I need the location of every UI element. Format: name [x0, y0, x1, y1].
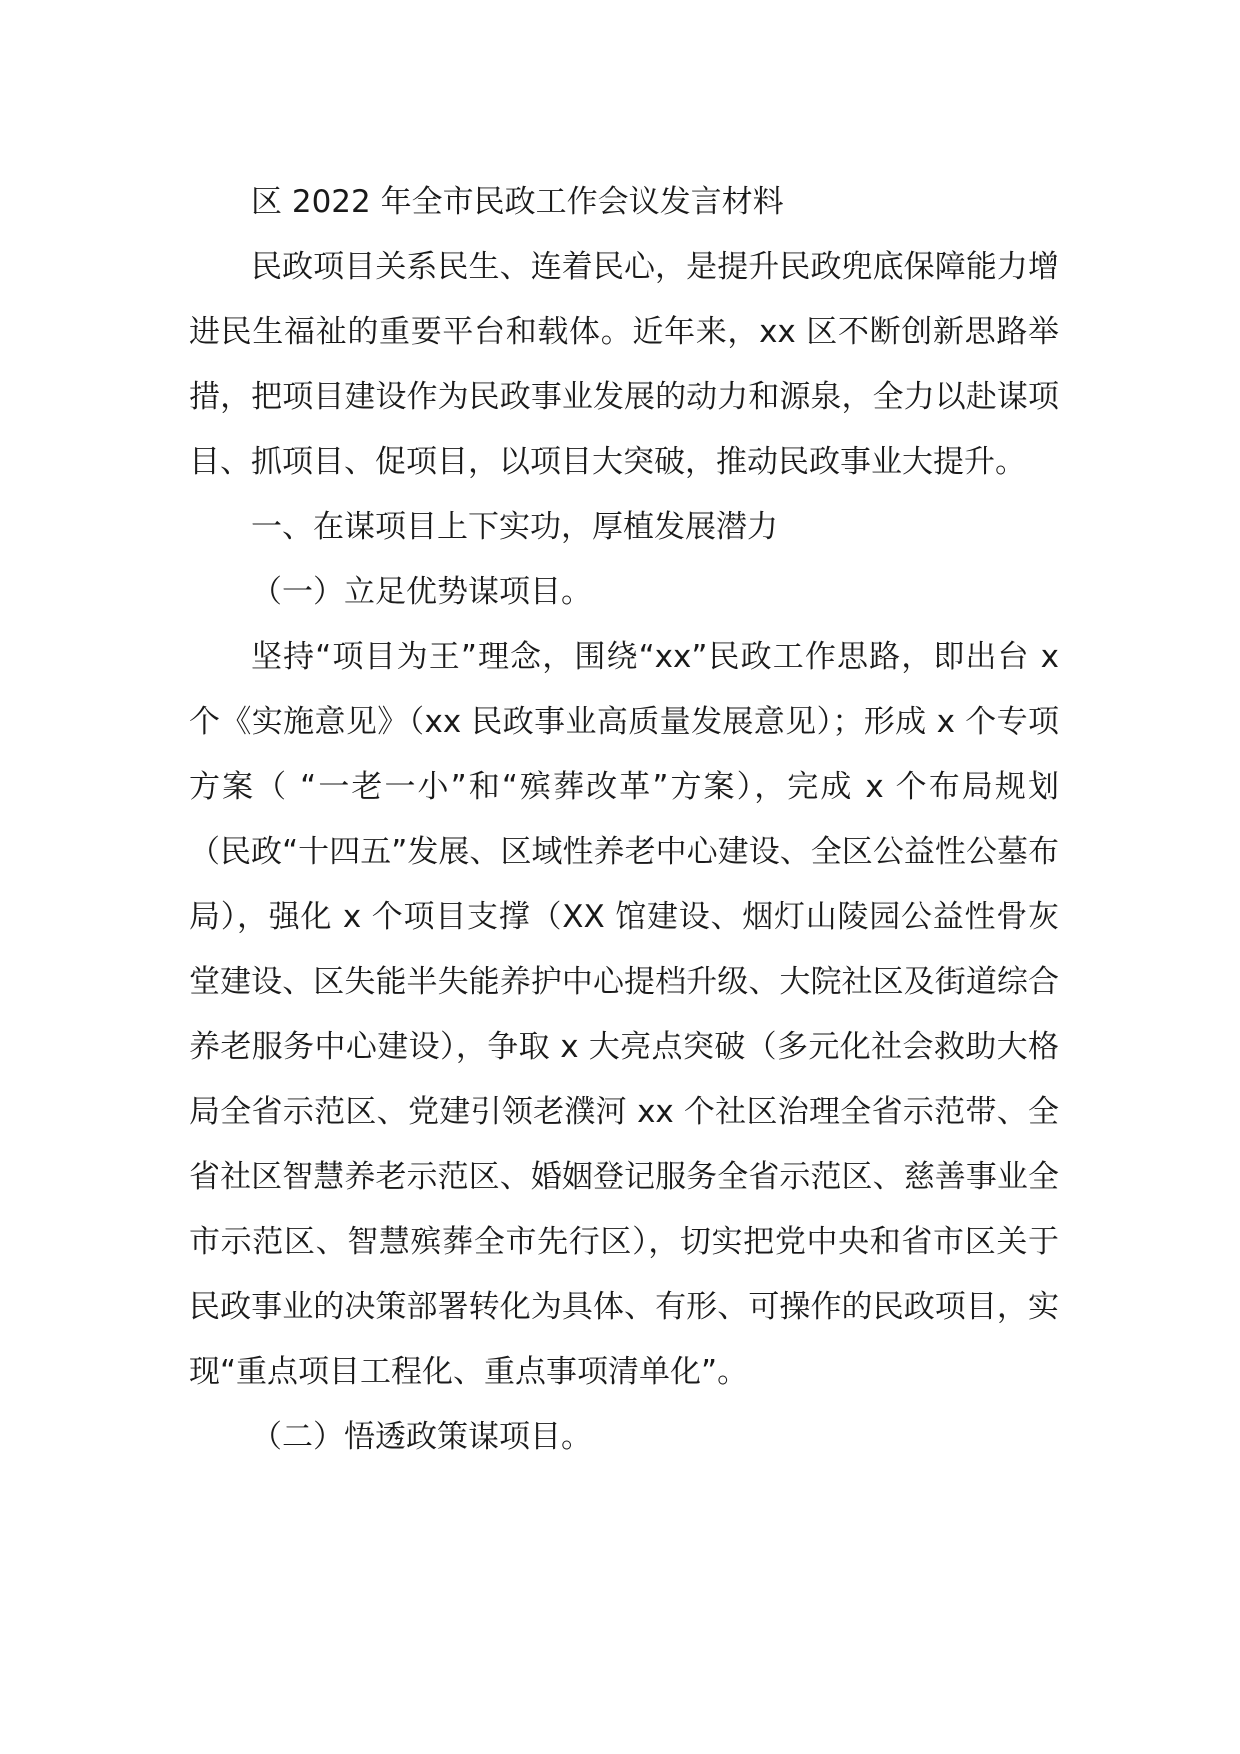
document-page: [189, 170, 1059, 1470]
section-1-heading: 一、在谋项目上下实功，厚植发展潜力: [251, 509, 778, 545]
document-title: 区 2022 年全市民政工作会议发言材料: [251, 184, 784, 220]
subsection-2-heading: （二）悟透政策谋项目。: [251, 1419, 592, 1455]
subsection-1-body: 坚持“项目为王”理念，围绕“xx”民政工作思路，即出台 x 个《实施意见》（xx 民政事业高质量发展意见）；形成 x 个专项方案（ “一老一小”和“殡葬改革”方案），完成 x 个布局规划（民政“十四五”发展、区域性养老中心建设、全区公益性公墓布局），强化 x 个项目支撑（XX 馆建设、烟灯山陵园公益性骨灰堂建设、区失能半失能养护中心提档升级、大院社区及街道综合养老服务中心建设），争取 x 大亮点突破（多元化社会救助大格局全省示范区、党建引领老濮河 xx 个社区治理全省示范带、全省社区智慧养老示范区、婚姻登记服务全省示范区、慈善事业全市示范区、智慧殡葬全市先行区），切实把党中央和省市区关于民政事业的决策部署转化为具体、有形、可操作的民政项目，实现“重点项目工程化、重点事项清单化”。: [189, 639, 1059, 1390]
subsection-1-heading: （一）立足优势谋项目。: [251, 574, 592, 610]
intro-paragraph: 民政项目关系民生、连着民心，是提升民政兜底保障能力增进民生福祉的重要平台和载体。近年来，xx 区不断创新思路举措，把项目建设作为民政事业发展的动力和源泉，全力以赴谋项目、抓项目、促项目，以项目大突破，推动民政事业大提升。: [189, 249, 1059, 480]
